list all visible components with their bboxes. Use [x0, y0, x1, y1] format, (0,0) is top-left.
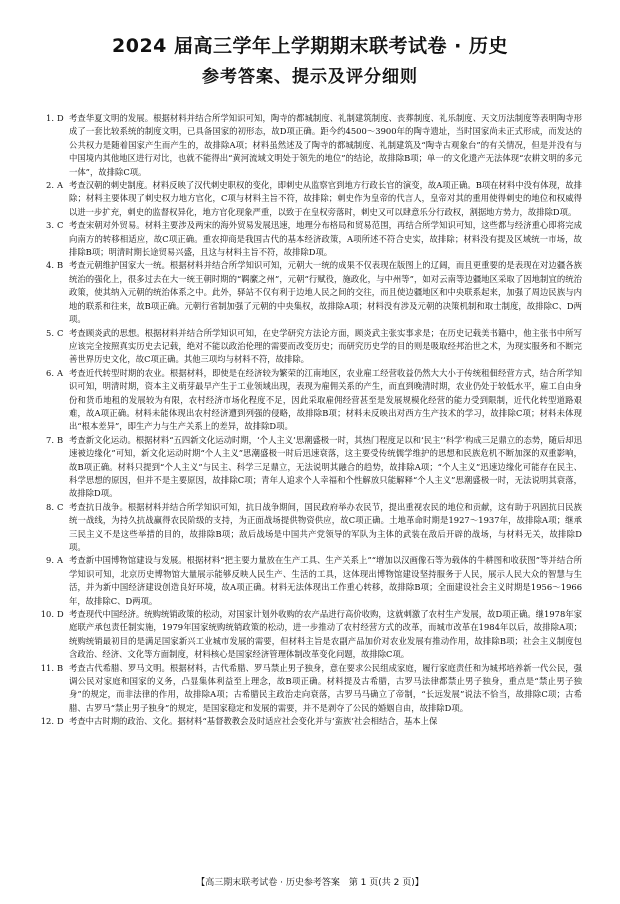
item-answer: A [57, 180, 64, 191]
answer-item [38, 608, 582, 662]
page-title: 2024 届高三学年上学期期末联考试卷 · 历史 [112, 35, 508, 57]
item-answer: A [57, 367, 64, 378]
item-explanation: 考查汉朝的刺史制度。材料反映了汉代刺史职权的变化，即刺史从监察官到地方行政长官的演变，故A项正确。B项在材料中没有体现，故排除；材料主要体现了刺史权力地方官化，C项与材料主旨不符，故排除；刺史作为皇帝的代言人，皇帝对其的重用使得刺史的地位和权威得以进一步扩充，刺史的监督权异化，地方官化现象严重，以致于在皇权旁落时，刺史又可以肆意乐分行政权，割据地方势力，故排除D项。 [69, 180, 582, 217]
item-number: 3. [46, 220, 54, 231]
item-explanation: 考查中古时期的政治、文化。据材料“基督教教会及时适应社会变化并与‘蛮族’社会相结合，基本上保 [69, 716, 438, 727]
answer-item [38, 662, 582, 716]
answer-item [38, 501, 582, 555]
item-explanation: 考查元朝维护国家大一统。根据材料并结合所学知识可知，元朝大一统的成果不仅表现在版图上的辽阔，而且更重要的是表现在对边疆各族统治的强化上，很多过去在大一统王朝时期的“羁縻之州”，元朝“行赋役，施政化，与中州等”，如对云南等边疆地区采取了因地制宜的统治政策，使其纳入元朝的统治体系之中。此外，驿站不仅有利于边地人民之间的交往，而且使边疆地区和中央联系起来，加强了周边民族与内地的联系和往来，故B项正确。元朝行省制加强了元朝的中央集权，故排除A项；材料没有涉及元朝的决策机制和取士制度，故排除C、D两项。 [69, 260, 582, 325]
item-number: 11. [40, 662, 54, 673]
item-number: 7. [46, 434, 54, 445]
answer-item [38, 367, 582, 434]
item-explanation: 考查现代中国经济。统购统销政策的松动，对国家计划外收购的农产品进行高价收购，这就刺激了农村生产发展，故D项正确。继1978年家庭联产承包责任制实施，1979年国家统购统销政策的松动，进一步推动了农村经营方式的改革，而城市改革在1984年以后，故排除A项；统购统销最初目的是满足国家新兴工业城市发展的需要，但材料主旨是农副产品加价对农业发展有推动作用，故排除B项；社会主义制度包含政治、经济、文化等方面制度，材料核心是国家经济管理体制改革变化问题，故排除C项。 [69, 609, 582, 660]
answer-item [38, 112, 582, 179]
answer-item [38, 179, 582, 219]
item-number: 9. [46, 555, 54, 566]
answer-item [38, 219, 582, 259]
item-explanation: 考查古代希腊、罗马文明。根据材料，古代希腊、罗马禁止男子独身，意在要求公民组成家庭，履行家庭责任和为城邦培养新一代公民，强调公民对家庭和国家的义务，凸显集体利益至上理念，故B项正确。材料提及古希腊，古罗马法律都禁止男子独身，重点是“禁止男子独身”的规定，而非法律的作用，故排除A项；古希腊民主政治走向衰落，古罗马马确立了帝制，“长远发展”说法不恰当，故排除C项；古希腊、古罗马“禁止男子独身”的规定，是国家稳定和发展的需要，并不是剥夺了公民的婚姻自由，故排除D项。 [69, 662, 582, 713]
page-footer: 【高三期末联考试卷 · 历史参考答案 第 1 页(共 2 页)】 [196, 878, 424, 888]
answer-list [38, 112, 582, 729]
item-answer: A [57, 555, 64, 566]
item-number: 12. [40, 716, 54, 727]
answer-item [38, 554, 582, 608]
item-number: 5. [46, 327, 54, 338]
item-answer: D [57, 113, 64, 123]
item-answer: B [57, 434, 64, 445]
item-explanation: 考查抗日战争。根据材料并结合所学知识可知，抗日战争期间，国民政府举办农民节，提出重视农民的地位和贡献，这有助于巩固抗日民族统一战线，为持久抗战赢得农民阶级的支持，为正面战场提供物资供应，故C项正确。土地革命时期是1927～1937年，故排除A项；继承三民主义不是这些举措的目的，故排除B项；敌后战场是中国共产党领导的军队为主体的武装在敌后开辟的战场，与材料无关，故排除D项。 [69, 501, 582, 552]
item-answer: D [57, 609, 64, 620]
item-number: 8. [46, 501, 54, 512]
item-answer: D [57, 716, 64, 727]
item-number: 10. [40, 609, 54, 620]
item-explanation: 考查新文化运动。根据材料“五四新文化运动时期，‘个人主义’思潮盛极一时，其热门程度足以和‘民主’‘科学’构成三足鼎立的态势，随后却迅速被边缘化”可知，新文化运动时期“个人主义”思潮盛极一时后迅速衰落，这主要受传统儒学维护的思想和民族危机不断加深的双重影响，故B项正确。材料只提到“个人主义”与民主、科学三足鼎立，无法说明其融合的趋势，故排除A项；“个人主义”迅速边缘化可能存在民主、科学思想的原因，但并不是主要原因，故排除C项；青年人追求个人幸福和个性解放只能解释“个人主义”思潮盛极一时，无法说明其衰落，故排除D项。 [69, 434, 582, 499]
item-explanation: 考查近代转型时期的农业。根据材料，即使是在经济较为繁荣的江南地区，农业雇工经营收益仍然大大小于传统租佃经营方式，结合所学知识可知，明清时期，资本主义萌芽最早产生于工业领域出现，表现为雇佣关系的产生，而直到晚清时期，农业仍处于较低水平，雇工自由身份和货币地租的发展较为有限，农村经济市场化程度不足，因此采取雇佣经营甚至是发展规模化经营的能力受到限制，近代化转型道路艰难，故A项正确。材料未能体现出农村经济遭到列强的侵略，故排除B项；材料未反映出对西方生产技术的学习，故排除C项；材料未体现出“根本差异”，即生产力与生产关系上的差异，故排除D项。 [69, 367, 582, 432]
item-answer: C [57, 501, 64, 512]
item-explanation: 考查宋朝对外贸易。材料主要涉及两宋的海外贸易发展迅速，地理分布格局和贸易范围，再结合所学知识可知，这些都与经济重心即将完成向南方的转移相适应，故C项正确。重农抑商是我国古代的基本经济政策，A项所述不符合史实，故排除；材料没有提及区域统一市场，故排除B项；明清时期长途贸易兴盛，且这与材料主旨不符，故排除D项。 [69, 220, 582, 258]
item-answer: B [57, 662, 64, 673]
item-answer: C [57, 327, 64, 338]
page-subtitle: 参考答案、提示及评分细则 [202, 67, 418, 87]
item-number: 2. [46, 180, 54, 191]
item-explanation: 考查华夏文明的发展。根据材料并结合所学知识可知，陶寺的都城制度、礼制建筑制度、丧葬制度、礼乐制度、天文历法制度等表明陶寺形成了一套比较系统的制度文明，已具备国家的初形态，故D项正确。距今约4500～3900年的陶寺遗址，当时国家尚未正式形成，而发达的公共权力是随着国家产生而产生的，故排除A项；材料虽然述及了陶寺的都城制度、礼制建筑及“陶寺古观象台”的有关情况，但是并没有与中国境内其他地区进行对比，也就不能得出“黄河流域文明处于领先的地位”的结论，故排除B项；单一的文化遗产无法体现“农耕文明的多元一体”，故排除C项。 [69, 113, 582, 177]
answer-item [38, 434, 582, 501]
item-number: 1. [46, 113, 54, 123]
item-number: 6. [46, 367, 54, 378]
item-answer: B [57, 260, 64, 271]
answer-item [38, 715, 582, 728]
item-explanation: 考查顾炎武的思想。根据材料并结合所学知识可知，在史学研究方法论方面，顾炎武主张实事求是；在历史记载美书籍中，他主张书中所写应该完全按照真实历史去记载，绝对不能以政治伦理的需要而改变历史；而研究历史学的目的则是吸取经邦治世之术，为现实服务和不断完善世界历史文化，故C项正确。其他三项均与材料不符，故排除。 [69, 327, 582, 365]
item-answer: C [57, 220, 64, 231]
item-number: 4. [46, 260, 54, 271]
answer-item [38, 327, 582, 367]
answer-item [38, 259, 582, 326]
item-explanation: 考查新中国博物馆建设与发展。根据材料“把主要力量放在生产工具、生产关系上”“增加以汉画像石等为载体的牛耕图和收获图”等并结合所学知识可知，北京历史博物馆大量展示能够反映人民生产、生活的工具，这体现出博物馆建设坚持服务于人民，展示人民大众的智慧与生活，并为新中国经济建设创造良好环境，故A项正确。材料无法体现出工作重心转移，故排除B项；全面建设社会主义时期是1956～1966年，故排除C、D两项。 [69, 555, 582, 606]
